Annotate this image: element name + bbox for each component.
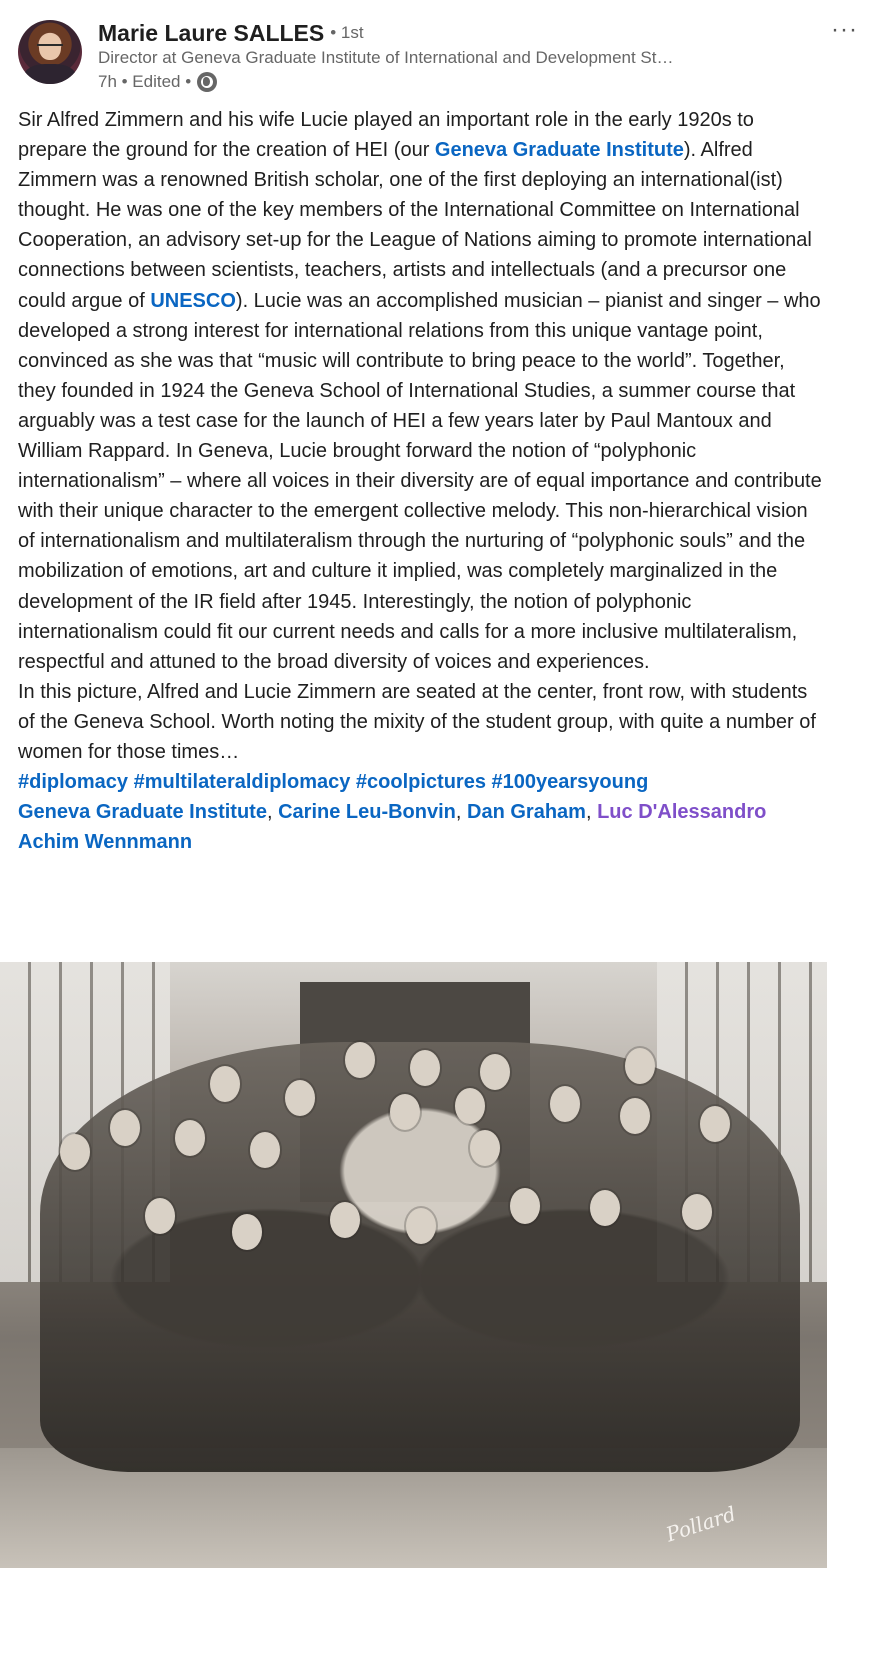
photo-person bbox=[175, 1120, 205, 1156]
photo-group bbox=[40, 1042, 800, 1472]
post-text: ). Lucie was an accomplished musician – pianist and singer – who developed a strong interest for international relations from this unique vantage point, convinced as she was that “music will contribute to bring peace to the world”. Together, they founded in 1924 the Geneva School of International Studies, a summer course that arguably was a test case for the launch of HEI a few years later by Paul Mantoux and William Rappard. In Geneva, Lucie brought forward the notion of “polyphonic internationalism” – where all voices in their diversity are of equal importance and contribute with their unique character to the emergent collective melody. This non-hierarchical vision of internationalism and multilateralism through the nurturing of “polyphonic souls” and the mobilization of emotions, art and culture it implied, was completely marginalized in the development of the IR field after 1945. Interestingly, the notion of polyphonic internationalism could fit our current needs and calls for a more inclusive multilateralism, respectful and attuned to the broad diversity of voices and experiences. bbox=[18, 289, 822, 673]
author-name[interactable]: Marie Laure SALLES bbox=[98, 19, 325, 46]
hashtag-diplomacy[interactable]: #diplomacy bbox=[18, 771, 129, 794]
photographer-signature: Pollard bbox=[663, 1501, 739, 1547]
mention-dan-graham[interactable]: Dan Graham bbox=[467, 801, 586, 824]
connection-degree: • 1st bbox=[330, 23, 364, 42]
separator: , bbox=[266, 801, 273, 824]
post-paragraph-1 bbox=[18, 105, 828, 677]
post-time: 7h • Edited • bbox=[98, 72, 192, 91]
hashtag-coolpictures[interactable]: #coolpictures bbox=[355, 771, 486, 794]
photo-person bbox=[60, 1134, 90, 1170]
photo-person bbox=[110, 1110, 140, 1146]
hashtag-multilateraldiplomacy[interactable]: #multilateraldiplomacy bbox=[133, 771, 351, 794]
separator: , bbox=[585, 801, 592, 824]
separator: , bbox=[455, 801, 462, 824]
photo-person bbox=[625, 1048, 655, 1084]
post-text: ). Alfred Zimmern was a renowned British scholar, one of the first deploying an international(ist) thought. He was one of the key members of the International Committee on International Cooperation, an advisory set-up for the League of Nations aiming to promote international connections between scientists, teachers, artists and intellectuals (and a precursor one could argue of bbox=[18, 139, 812, 312]
photo-person bbox=[285, 1080, 315, 1116]
mention-achim-wennmann[interactable]: Achim Wennmann bbox=[18, 831, 193, 854]
photo-person bbox=[210, 1066, 240, 1102]
post-text: Sir Alfred Zimmern and his wife Lucie played an important role in the early 1920s to prepare the ground for the creation of HEI (our bbox=[18, 109, 754, 162]
post-paragraph-2: In this picture, Alfred and Lucie Zimmern are seated at the center, front row, with students of the Geneva School. Worth noting the mixity of the student group, with quite a number of women for those times… bbox=[18, 680, 816, 763]
photo-person bbox=[330, 1202, 360, 1238]
photo-person bbox=[700, 1106, 730, 1142]
avatar-glasses bbox=[37, 44, 63, 52]
author-line bbox=[98, 18, 364, 48]
post-header bbox=[18, 18, 860, 102]
photo-person bbox=[590, 1190, 620, 1226]
photo-person bbox=[345, 1042, 375, 1078]
photo-person bbox=[470, 1130, 500, 1166]
mention-line bbox=[18, 797, 828, 857]
avatar-body bbox=[24, 64, 76, 84]
author-headline: Director at Geneva Graduate Institute of International and Development St… bbox=[98, 48, 674, 67]
post-body bbox=[18, 105, 828, 857]
mention-geneva-graduate-institute-2[interactable]: Geneva Graduate Institute bbox=[18, 801, 267, 824]
author-avatar[interactable] bbox=[18, 20, 82, 84]
photo-person bbox=[145, 1198, 175, 1234]
mention-unesco[interactable]: UNESCO bbox=[150, 289, 236, 312]
mention-geneva-graduate-institute[interactable]: Geneva Graduate Institute bbox=[434, 139, 684, 162]
photo-person bbox=[390, 1094, 420, 1130]
photo-person bbox=[620, 1098, 650, 1134]
hashtag-line bbox=[18, 767, 828, 797]
mention-carine-leu-bonvin[interactable]: Carine Leu-Bonvin bbox=[278, 801, 456, 824]
photo-person bbox=[510, 1188, 540, 1224]
globe-icon bbox=[197, 72, 217, 92]
photo-person bbox=[410, 1050, 440, 1086]
mention-luc-dalessandro[interactable]: Luc D'Alessandro bbox=[597, 801, 767, 824]
photo-person bbox=[232, 1214, 262, 1250]
post-meta bbox=[98, 70, 217, 94]
more-options-icon[interactable]: ··· bbox=[831, 16, 858, 43]
photo-person bbox=[406, 1208, 436, 1244]
hashtag-100yearsyoung[interactable]: #100yearsyoung bbox=[491, 771, 649, 794]
photo-person bbox=[682, 1194, 712, 1230]
photo-person bbox=[550, 1086, 580, 1122]
photo-person bbox=[455, 1088, 485, 1124]
photo-person bbox=[480, 1054, 510, 1090]
photo-person bbox=[250, 1132, 280, 1168]
post-photo[interactable] bbox=[0, 962, 827, 1568]
